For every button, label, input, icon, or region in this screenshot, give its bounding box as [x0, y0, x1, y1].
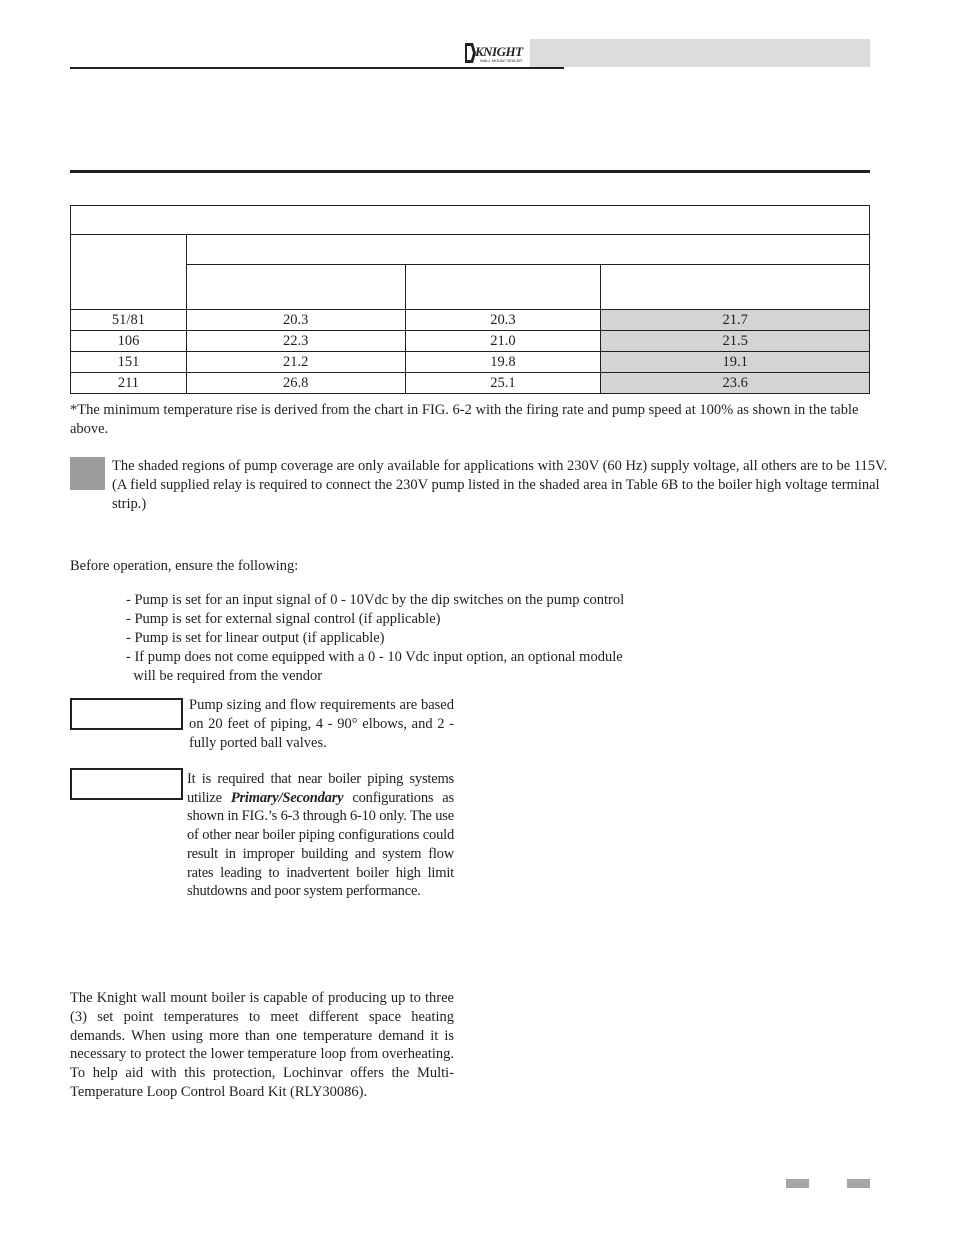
- notice-text-post: configurations as shown in FIG.’s 6-3 through 6-10 only. The use of other near boiler piping configurations could result in improper building and system flow rates leading to inadvertent boiler high limit shutdowns and poor system performance.: [187, 789, 454, 900]
- header-bar: [530, 39, 870, 67]
- table-row: [71, 352, 870, 373]
- notice-text-emphasis: Primary/Secondary: [230, 789, 344, 806]
- notice-text-pump-sizing: Pump sizing and flow requirements are based on 20 feet of piping, 4 - 90° elbows, and 2 - fully ported ball valves.: [189, 697, 454, 751]
- table-footnote: *The minimum temperature rise is derived from the chart in FIG. 6-2 with the firing rate and pump speed at 100% as shown in the table above.: [70, 402, 859, 437]
- checklist-item: - Pump is set for linear output (if applicable): [126, 630, 385, 646]
- table-row: [71, 373, 870, 394]
- page-number-tab-left: [786, 1179, 809, 1188]
- pump-checklist: [126, 591, 624, 686]
- knight-logo: [463, 39, 537, 67]
- multi-temperature-paragraph: The Knight wall mount boiler is capable of producing up to three (3) set point temperatures to meet different space heating demands. When using more than one temperature demand it is necessary to protect the lower temperature loop from overheating. To help aid with this protection, Lochinvar offers the Multi- Temperature Loop Control Board Kit (RLY30086).: [70, 990, 454, 1100]
- pump-header-cell-3: [601, 265, 870, 310]
- table-title-cell: [71, 206, 870, 235]
- table-row: [71, 310, 870, 331]
- table-header-row: [71, 235, 870, 265]
- temp-rise-cell: 25.1: [405, 373, 601, 394]
- pump-temperature-rise-table: [70, 205, 870, 394]
- pump-group-header-cell: [186, 235, 869, 265]
- svg-text:WALL MOUNT BOILER: WALL MOUNT BOILER: [480, 58, 523, 63]
- pump-header-cell-2: [405, 265, 601, 310]
- table-subheader-row: [71, 265, 870, 310]
- header-rule: [70, 67, 564, 69]
- model-cell: 106: [71, 331, 187, 352]
- checklist-item: - Pump is set for external signal control (if applicable): [126, 611, 441, 627]
- temp-rise-cell-shaded: 21.5: [601, 331, 870, 352]
- checklist-item: - If pump does not come equipped with a 0 - 10 Vdc input option, an optional module: [126, 649, 623, 665]
- temp-rise-cell: 21.2: [186, 352, 405, 373]
- temp-rise-cell: 19.8: [405, 352, 601, 373]
- model-cell: 211: [71, 373, 187, 394]
- notice-text-pre: It is required that near boiler piping systems utilize: [187, 771, 454, 806]
- page-number-tab-right: [847, 1179, 870, 1188]
- before-operation-text: Before operation, ensure the following:: [70, 558, 299, 574]
- pump-header-cell-1: [186, 265, 405, 310]
- model-cell: 151: [71, 352, 187, 373]
- section-rule: [70, 170, 870, 173]
- temp-rise-cell: 22.3: [186, 331, 405, 352]
- model-header-cell: [71, 235, 187, 310]
- checklist-item: - Pump is set for an input signal of 0 - 10Vdc by the dip switches on the pump control: [126, 592, 625, 608]
- svg-text:KNIGHT: KNIGHT: [475, 44, 523, 59]
- model-cell: 51/81: [71, 310, 187, 331]
- temp-rise-cell-shaded: 23.6: [601, 373, 870, 394]
- temp-rise-cell: 26.8: [186, 373, 405, 394]
- shade-legend-note: The shaded regions of pump coverage are only available for applications with 230V (60 Hz) supply voltage, all others are to be 115V. (A field supplied relay is required to connect the 230V pump listed in the shaded area in Table 6B to the boiler high voltage terminal strip.): [112, 458, 888, 512]
- notice-text-piping: [187, 770, 454, 901]
- notice-label-box: [70, 698, 183, 730]
- temp-rise-cell: 20.3: [405, 310, 601, 331]
- temp-rise-cell-shaded: 21.7: [601, 310, 870, 331]
- shade-legend-swatch: [70, 457, 105, 490]
- temp-rise-cell: 20.3: [186, 310, 405, 331]
- checklist-item: will be required from the vendor: [126, 668, 323, 684]
- table-title-row: [71, 206, 870, 235]
- table-row: [71, 331, 870, 352]
- temp-rise-cell-shaded: 19.1: [601, 352, 870, 373]
- temp-rise-cell: 21.0: [405, 331, 601, 352]
- notice-label-box: [70, 768, 183, 800]
